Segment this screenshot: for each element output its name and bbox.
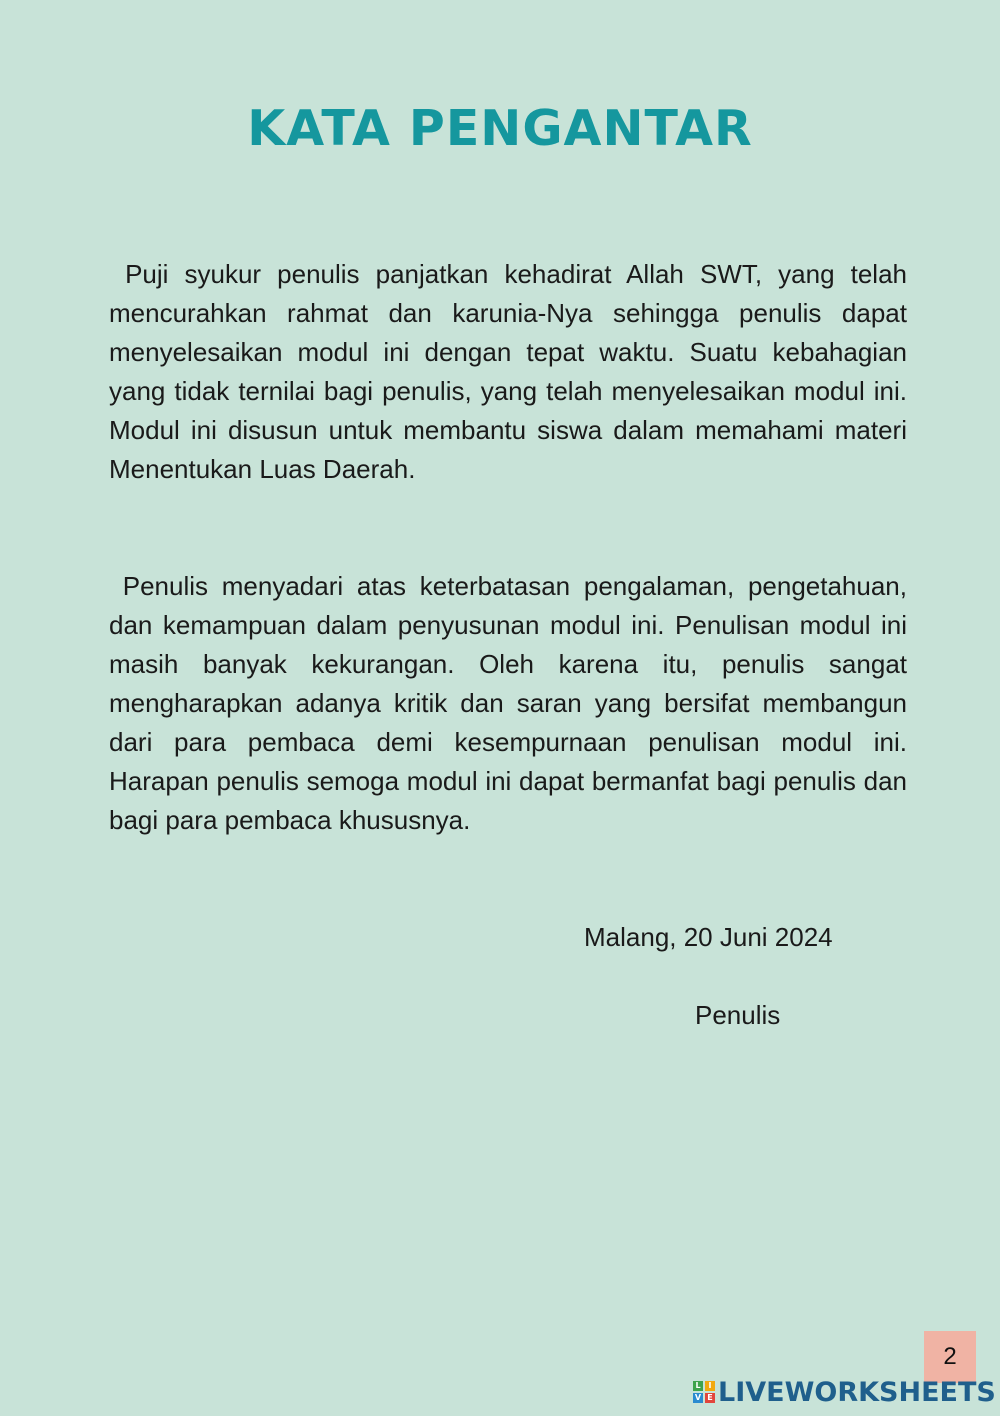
liveworksheets-logo-icon [693,1381,715,1403]
liveworksheets-watermark [693,1376,996,1408]
page-number: 2 [924,1331,976,1383]
logo-letter-l: L [693,1381,703,1391]
signer: Penulis [695,1000,781,1030]
paragraph-1: Puji syukur penulis panjatkan kehadirat Allah SWT, yang telah mencurahkan rahmat dan karunia-Nya sehingga penulis dapat menyelesaikan modul ini dengan tepat waktu. Suatu kebahagian yang tidak ternilai bagi penulis, yang telah menyelesaikan modul ini. Modul ini disusun untuk membantu siswa dalam memahami materi Menentukan Luas Daerah. [109,259,915,484]
logo-letter-i: I [705,1381,715,1391]
paragraph-2: Penulis menyadari atas keterbatasan pengalaman, pengetahuan, dan kemampuan dalam penyusunan modul ini. Penulisan modul ini masih banyak kekurangan. Oleh karena itu, penulis sangat mengharapkan adanya kritik dan saran yang bersifat membangun dari para pembaca demi kesempurnaan penulisan modul ini. Harapan penulis semoga modul ini dapat bermanfat bagi penulis dan bagi para pembaca khususnya. [109,571,915,835]
watermark-text: LIVEWORKSHEETS [718,1376,996,1408]
logo-letter-e: E [705,1393,715,1403]
logo-letter-v: V [694,1393,702,1402]
place-date: Malang, 20 Juni 2024 [584,922,833,952]
page-title: KATA PENGANTAR [247,100,753,157]
